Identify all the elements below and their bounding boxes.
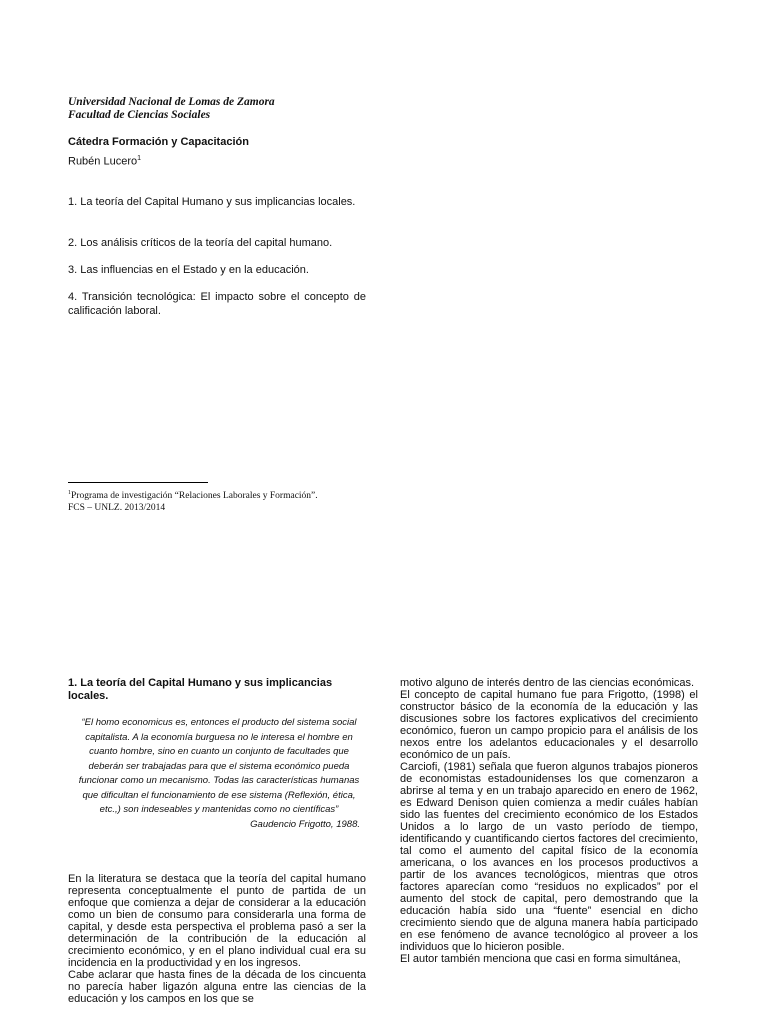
toc-item-4: 4. Transición tecnológica: El impacto sobre el concepto de calificación laboral. [68,291,366,317]
section-heading: 1. La teoría del Capital Humano y sus implicancias locales. [68,677,333,702]
quote-author: Gaudencio Frigotto, 1988. [250,818,360,830]
author-line [68,155,141,168]
author-name: Rubén Lucero [68,155,138,168]
toc-item-3: 3. Las influencias en el Estado y en la educación. [68,264,309,276]
paragraph: En la literatura se destaca que la teoría del capital humano representa conceptualmente el punto de partida de un enfoque que comienza a dejar de considerar a la educación como un bien de consumo para considerarla una forma de capital, y desde esta perspectiva el problema pasó a ser la determinación de la contribución de la educación al crecimiento económico, y en el plano individual cual era su incidencia en la productividad y en los ingresos. [68,873,366,969]
footnote-line-1: Programa de investigación “Relaciones Laborales y Formación”. [71,491,318,502]
paragraph: motivo alguno de interés dentro de las ciencias económicas. [400,677,695,689]
catedra-title: Cátedra Formación y Capacitación [68,136,249,148]
paragraph: Cabe aclarar que hasta fines de la década de los cincuenta no parecía haber ligazón alguna entre las ciencias de la educación y los campos en los que se [68,969,366,1005]
footnote [68,487,318,514]
toc-item-2: 2. Los análisis críticos de la teoría del capital humano. [68,237,333,249]
paragraph: El autor también menciona que casi en forma simultánea, [400,953,681,965]
right-column-body [400,677,698,965]
footnote-line-2: FCS – UNLZ. 2013/2014 [68,503,166,514]
quote-text: “El homo economicus es, entonces el producto del sistema social capitalista. A la economía burguesa no le interesa el hombre en cuanto hombre, sino en cuanto un conjunto de facultades que deberán ser trabajadas para que el sistema económico pueda funcionar como un mecanismo. Todas las características humanas que dificultan el funcionamiento de ese sistema (Reflexión, ética, etc.,) son indeseables y mantenidas como no científicas” [78,717,360,815]
footnote-divider [68,482,208,483]
left-column-body [68,873,366,1005]
university-header [68,96,275,122]
footnote-mark: 1 [68,490,71,496]
paragraph: El concepto de capital humano fue para Frigotto, (1998) el constructor básico de la economía de la educación y las discusiones sobre los factores explicativos del crecimiento económico, fueron un campo propicio para el análisis de los nexos entre los adelantos educacionales y el desarrollo económico de un país. [400,689,698,761]
faculty-name: Facultad de Ciencias Sociales [68,109,211,121]
paragraph: Carciofi, (1981) señala que fueron algunos trabajos pioneros de economistas estadounidenses los que comenzaron a abrirse al tema y en un trabajo aparecido en enero de 1962, es Edward Denison quien comienza a medir cuáles habían sido las fuentes del crecimiento económico de los Estados Unidos a lo largo de un vasto período de tiempo, identificando y cuantificando ciertos factores del crecimiento, tal como el aumento del capital físico de la economía americana, o los avances en los procesos productivos a partir de los avances tecnológicos, mientras que otros factores aparecían como “residuos no explicados” por el aumento del stock de capital, pero demostrando que la educación había sido una “fuente” esencial en dicho crecimiento siendo que de alguna manera había participado en ese fenómeno de avance tecnológico al proveer a los individuos que lo hicieron posible. [400,761,698,953]
epigraph-quote [72,716,366,832]
footnote-ref: 1 [137,155,142,162]
toc-item-1: 1. La teoría del Capital Humano y sus implicancias locales. [68,196,356,208]
university-name: Universidad Nacional de Lomas de Zamora [68,96,275,108]
